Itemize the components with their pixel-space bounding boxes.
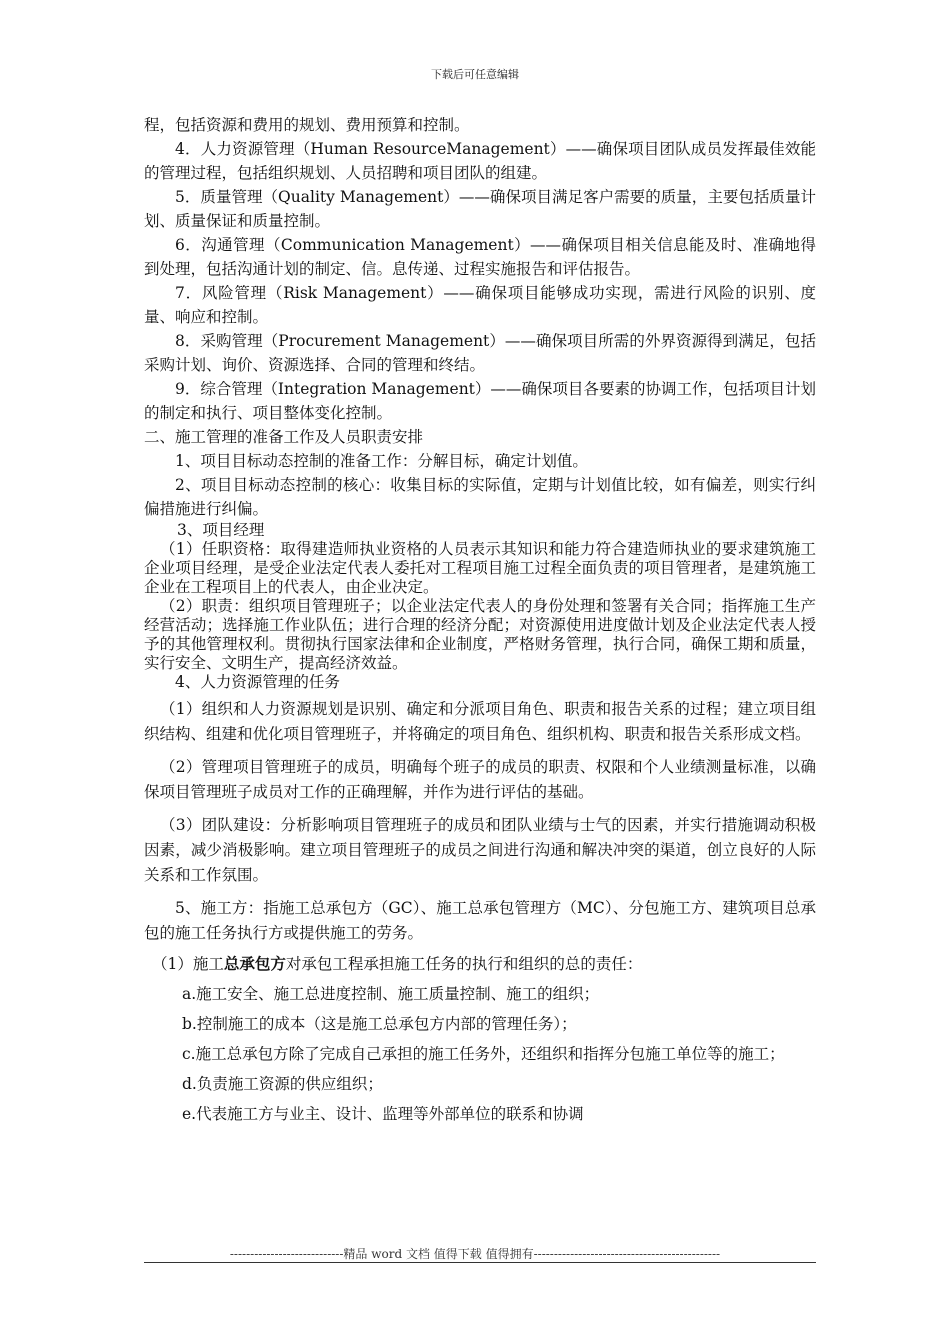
- paragraph-hr-task-1: （1）组织和人力资源规划是识别、确定和分派项目角色、职责和报告关系的过程；建立项目组织结构、组建和优化项目管理班子，并将确定的项目角色、组织机构、职责和报告关系形成文档。: [144, 700, 816, 743]
- paragraph-quality-management: 5．质量管理（Quality Management）——确保项目满足客户需要的质量，主要包括质量计划、质量保证和质量控制。: [144, 188, 816, 230]
- subheading-hr-tasks: 4、人力资源管理的任务: [175, 673, 340, 691]
- item1-suffix: 对承包工程承担施工任务的执行和组织的总的责任：: [285, 955, 643, 973]
- list-item-d: d.负责施工资源的供应组织；: [182, 1075, 383, 1093]
- paragraph-qualification: （1）任职资格：取得建造师执业资格的人员表示其知识和能力符合建造师执业的要求建筑施工企业项目经理，是受企业法定代表人委托对工程项目施工过程全面负责的项目管理者，是建筑施工企业在工程项目上的代表人，由企业决定。: [144, 540, 816, 596]
- subheading-project-manager: 3、项目经理: [177, 521, 265, 539]
- section-heading: 二、施工管理的准备工作及人员职责安排: [144, 428, 424, 446]
- list-item-b: b.控制施工的成本（这是施工总承包方内部的管理任务）；: [182, 1015, 577, 1033]
- paragraph-general-contractor: [144, 951, 816, 977]
- paragraph-communication-management: 6．沟通管理（Communication Management）——确保项目相关信息能及时、准确地得到处理，包括沟通计划的制定、信。息传递、过程实施报告和评估报告。: [144, 236, 816, 278]
- footer-divider: [144, 1262, 816, 1263]
- paragraph-target-core: 2、项目目标动态控制的核心：收集目标的实际值，定期与计划值比较，如有偏差，则实行纠偏措施进行纠偏。: [144, 476, 816, 518]
- document-body: [144, 113, 816, 1127]
- list-item-c: c.施工总承包方除了完成自己承担的施工任务外，还组织和指挥分包施工单位等的施工；: [182, 1045, 785, 1063]
- list-item-e: e.代表施工方与业主、设计、监理等外部单位的联系和协调: [182, 1105, 584, 1123]
- paragraph-continuation: 程，包括资源和费用的规划、费用预算和控制。: [144, 116, 470, 134]
- paragraph-target-preparation: 1、项目目标动态控制的准备工作：分解目标，确定计划值。: [175, 452, 588, 470]
- item1-prefix: （1）施工: [152, 955, 224, 973]
- paragraph-hr-management: 4．人力资源管理（Human ResourceManagement）——确保项目团队成员发挥最佳效能的管理过程，包括组织规划、人员招聘和项目团队的组建。: [144, 140, 816, 182]
- paragraph-construction-party: 5、施工方：指施工总承包方（GC）、施工总承包管理方（MC）、分包施工方、建筑项目总承包的施工任务执行方或提供施工的劳务。: [144, 899, 816, 942]
- list-item-a: a.施工安全、施工总进度控制、施工质量控制、施工的组织；: [182, 985, 600, 1003]
- paragraph-procurement-management: 8．采购管理（Procurement Management）——确保项目所需的外界资源得到满足，包括采购计划、询价、资源选择、合同的管理和终结。: [144, 332, 816, 374]
- paragraph-risk-management: 7．风险管理（Risk Management）——确保项目能够成功实现，需进行风险的识别、度量、响应和控制。: [144, 284, 816, 326]
- paragraph-hr-task-3: （3）团队建设：分析影响项目管理班子的成员和团队业绩与士气的因素，并实行措施调动积极因素，减少消极影响。建立项目管理班子的成员之间进行沟通和解决冲突的渠道，创立良好的人际关系和工作氛围。: [144, 816, 816, 884]
- paragraph-integration-management: 9．综合管理（Integration Management）——确保项目各要素的协调工作，包括项目计划的制定和执行、项目整体变化控制。: [144, 380, 816, 422]
- page-footer: ----------------------------精品 word 文档 值得下载 值得拥有----------------------------------------------: [229, 1247, 721, 1261]
- item1-bold-term: 总承包方: [223, 954, 286, 973]
- paragraph-duties: （2）职责：组织项目管理班子；以企业法定代表人的身份处理和签署有关合同；指挥施工生产经营活动；选择施工作业队伍；进行合理的经济分配；对资源使用进度做计划及企业法定代表人授予的其他管理权利。贯彻执行国家法律和企业制度，严格财务管理，执行合同，确保工期和质量，实行安全、文明生产，提高经济效益。: [144, 597, 816, 672]
- page-header: 下载后可任意编辑: [431, 68, 519, 81]
- paragraph-hr-task-2: （2）管理项目管理班子的成员，明确每个班子的成员的职责、权限和个人业绩测量标准，以确保项目管理班子成员对工作的正确理解，并作为进行评估的基础。: [144, 758, 816, 801]
